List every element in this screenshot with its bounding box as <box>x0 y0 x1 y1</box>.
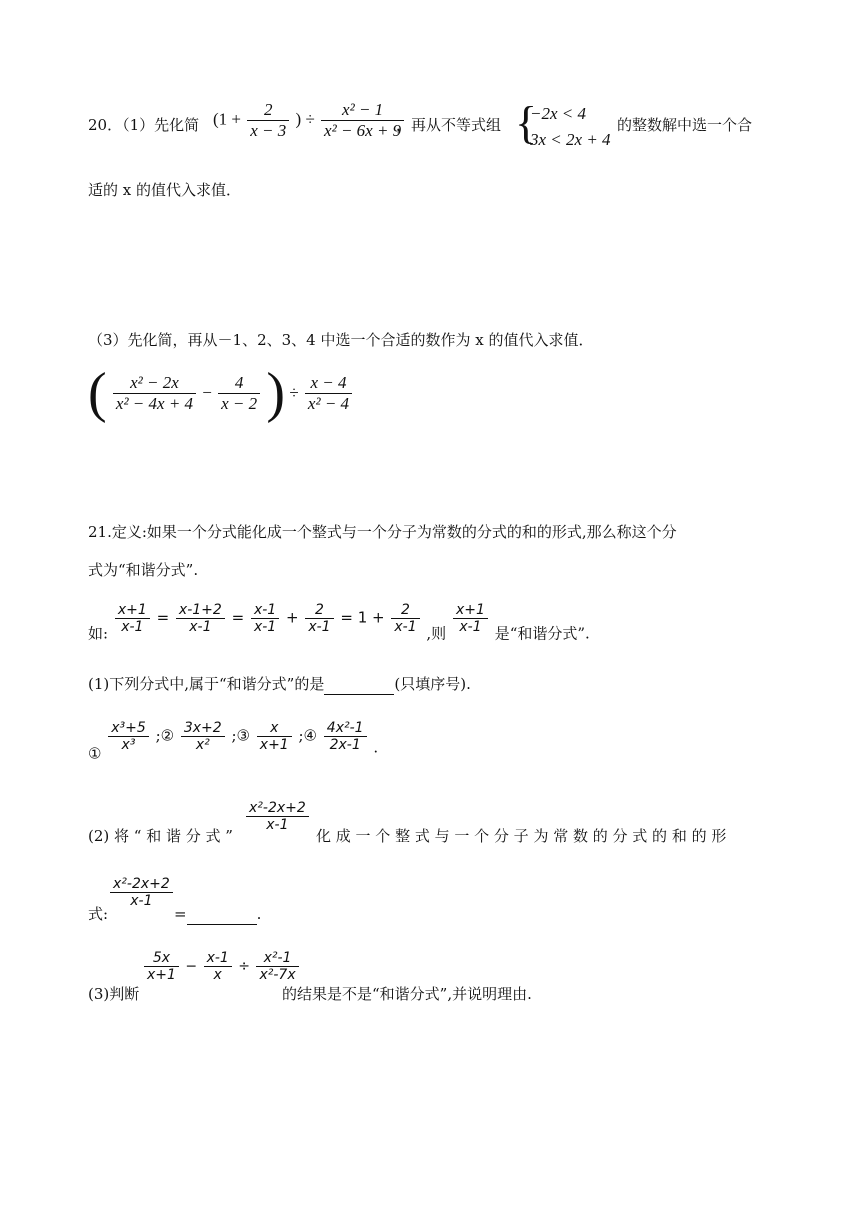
example-suffix: 是“和谐分式”. <box>494 624 590 643</box>
part3-frac-3 <box>256 950 298 983</box>
q21-definition-line1: 21.定义:如果一个分式能化成一个整式与一个分子为常数的分式的和的形式,那么称这个分 <box>88 523 677 541</box>
expr3-paren-open: ( <box>88 362 107 424</box>
expr1-frac-a-num: 2 <box>247 100 289 121</box>
option-mark-1: ① <box>88 744 102 763</box>
example-eq-3: = 1 + <box>340 608 385 627</box>
expr3-paren-close: ) <box>266 362 286 424</box>
expr1-frac-b-num: x² − 1 <box>321 100 404 121</box>
expr1-div: ÷ <box>305 109 315 129</box>
inequality-line-2: 3x < 2x + 4 <box>530 130 611 149</box>
option-end: . <box>373 738 379 757</box>
part3-div: ÷ <box>238 958 251 975</box>
expr1-frac-b-den: x² − 6x + 9 <box>324 121 402 140</box>
part3-frac-1-num: 5x <box>144 950 179 967</box>
example-frac-4-num: 2 <box>305 602 333 619</box>
part2-end: . <box>256 905 262 923</box>
part3-frac-2-den: x <box>213 967 222 983</box>
example-frac-6-den: x-1 <box>459 619 482 635</box>
q21-options <box>88 720 378 763</box>
option-2-num: 3x+2 <box>181 720 225 737</box>
part2-eq: = <box>174 905 187 923</box>
expr1-frac-a-den: x − 3 <box>250 121 287 140</box>
q21-part1 <box>88 674 471 695</box>
q21-part3-lead: (3)判断 <box>88 985 140 1003</box>
inequality-line-1: −2x < 4 <box>530 104 586 123</box>
example-eq-2: = <box>231 608 245 627</box>
option-2-den: x² <box>195 737 210 753</box>
example-frac-1-den: x-1 <box>121 619 144 635</box>
example-frac-5-den: x-1 <box>394 619 417 635</box>
example-eq-1: = <box>156 608 170 627</box>
q21-definition-line2: 式为“和谐分式”. <box>88 561 199 579</box>
example-frac-2-num: x-1+2 <box>176 602 225 619</box>
option-1-den: x³ <box>121 737 136 753</box>
q21-part1-text-a: (1)下列分式中,属于“和谐分式”的是 <box>88 675 325 693</box>
expr1-paren-open: (1 + <box>213 109 241 129</box>
q20-part1-mid: ，再从不等式组 <box>396 116 502 134</box>
example-frac-3-num: x-1 <box>251 602 279 619</box>
inequality-system <box>530 101 611 153</box>
example-plus: + <box>285 608 299 627</box>
example-frac-3-den: x-1 <box>253 619 277 635</box>
q20-part3-text: （3）先化简，再从－1、2、3、4 中选一个合适的数作为 x 的值代入求值． <box>88 331 594 349</box>
expr3-frac-1-den: x² − 4x + 4 <box>115 393 194 413</box>
part2-line2-frac-den: x-1 <box>130 893 153 909</box>
q21-part3-expr <box>142 950 301 983</box>
q21-part2-line2-prefix: 式: <box>88 905 109 923</box>
part2-frac-num: x²-2x+2 <box>246 800 309 817</box>
q21-part1-answer-blank[interactable] <box>324 674 394 695</box>
option-1-frac <box>108 720 149 753</box>
expr3-frac-2-num: 4 <box>218 373 260 394</box>
expr3-frac-1 <box>113 373 196 414</box>
option-sep-3: ;④ <box>298 726 318 745</box>
option-sep-2: ;③ <box>231 726 250 745</box>
expr1-frac-a <box>247 100 289 141</box>
expr3-frac-3 <box>305 373 352 414</box>
expr3-frac-3-num: x − 4 <box>305 373 352 394</box>
option-1-num: x³+5 <box>108 720 149 737</box>
part3-minus: − <box>185 958 198 975</box>
q20-expr1 <box>213 100 406 141</box>
example-frac-1 <box>115 602 150 635</box>
example-then: ,则 <box>426 624 447 643</box>
part2-frac <box>246 800 309 833</box>
example-frac-5-num: 2 <box>391 602 419 619</box>
expr3-frac-2 <box>218 373 260 414</box>
q21-part2-answer-blank[interactable] <box>187 904 257 925</box>
q20-part1-lead: 20．（1）先化简 <box>88 116 200 134</box>
part3-frac-3-den: x²-7x <box>259 967 296 983</box>
expr3-minus: − <box>202 383 212 402</box>
q20-part1-tail: 的整数解中选一个合 <box>617 116 753 134</box>
option-3-den: x+1 <box>259 737 289 753</box>
system-brace: { <box>515 97 538 148</box>
q21-part2-tail: 化 成 一 个 整 式 与 一 个 分 子 为 常 数 的 分 式 的 和 的 形 <box>316 827 727 845</box>
expr3-frac-3-den: x² − 4 <box>307 393 350 413</box>
option-4-frac <box>324 720 367 753</box>
example-prefix: 如: <box>88 624 109 643</box>
example-frac-6-num: x+1 <box>453 602 488 619</box>
option-4-num: 4x²-1 <box>324 720 367 737</box>
example-frac-2 <box>176 602 225 635</box>
option-4-den: 2x-1 <box>329 737 361 753</box>
q21-part2-answer <box>174 904 261 925</box>
q21-part3-tail: 的结果是不是“和谐分式”,并说明理由. <box>282 985 532 1003</box>
part3-frac-1 <box>144 950 179 983</box>
expr3-frac-1-num: x² − 2x <box>113 373 196 394</box>
q20-part1-line2: 适的 x 的值代入求值． <box>88 181 241 199</box>
part3-frac-2 <box>204 950 232 983</box>
expr1-paren-close: ) <box>295 109 302 129</box>
expr3-div: ÷ <box>289 383 299 402</box>
expr1-frac-b <box>321 100 404 141</box>
example-frac-1-num: x+1 <box>115 602 150 619</box>
option-3-frac <box>257 720 292 753</box>
example-frac-3 <box>251 602 279 635</box>
option-3-num: x <box>257 720 292 737</box>
part2-frac-den: x-1 <box>266 817 289 833</box>
part2-line2-frac-num: x²-2x+2 <box>110 876 173 893</box>
example-frac-4-den: x-1 <box>308 619 331 635</box>
part3-frac-3-num: x²-1 <box>256 950 298 967</box>
expr3-frac-2-den: x − 2 <box>221 393 258 413</box>
part3-frac-1-den: x+1 <box>147 967 176 983</box>
q21-part2-lead: (2) 将 “ 和 谐 分 式 ” <box>88 827 233 845</box>
example-frac-5 <box>391 602 419 635</box>
option-2-frac <box>181 720 225 753</box>
q21-part2-line2-frac <box>108 876 175 909</box>
q20-expr3 <box>88 362 354 424</box>
part2-line2-frac <box>110 876 173 909</box>
example-frac-6 <box>453 602 488 635</box>
option-sep-1: ;② <box>155 726 175 745</box>
example-frac-4 <box>305 602 333 635</box>
q21-part1-text-b: (只填序号). <box>394 675 471 693</box>
q21-example <box>88 602 590 644</box>
part3-frac-2-num: x-1 <box>204 950 232 967</box>
example-frac-2-den: x-1 <box>189 619 212 635</box>
q21-part2-frac <box>244 800 311 833</box>
